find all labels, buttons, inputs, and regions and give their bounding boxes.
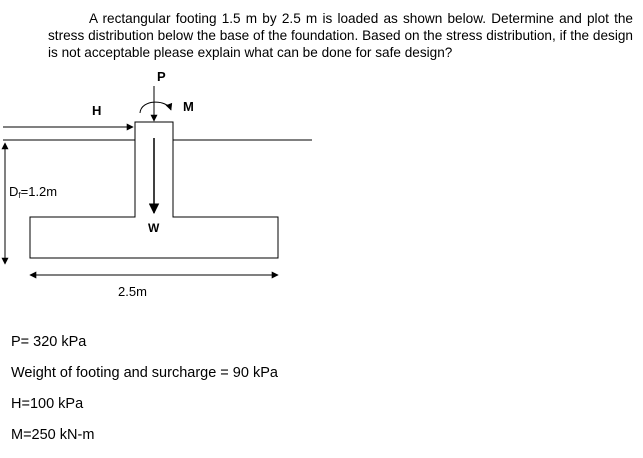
given-m: M=250 kN-m	[11, 427, 95, 443]
problem-statement: A rectangular footing 1.5 m by 2.5 m is loaded as shown below. Determine and plot the stress distribution below the base of the foundation. Based on the stress distribution, if the design is not acceptable please explain what can be done for safe design?	[48, 11, 633, 60]
moment-arrow	[140, 102, 171, 113]
weight-label: W	[148, 221, 160, 235]
given-values	[11, 334, 278, 458]
width-label: 2.5m	[118, 284, 147, 299]
given-h: H=100 kPa	[11, 396, 84, 412]
vertical-load-label: P	[157, 69, 166, 84]
horizontal-load-label: H	[92, 103, 102, 118]
given-p: P= 320 kPa	[11, 334, 87, 350]
depth-label: Df=1.2m	[9, 184, 58, 200]
moment-label: M	[183, 99, 194, 114]
given-weight: Weight of footing and surcharge = 90 kPa	[11, 365, 278, 381]
